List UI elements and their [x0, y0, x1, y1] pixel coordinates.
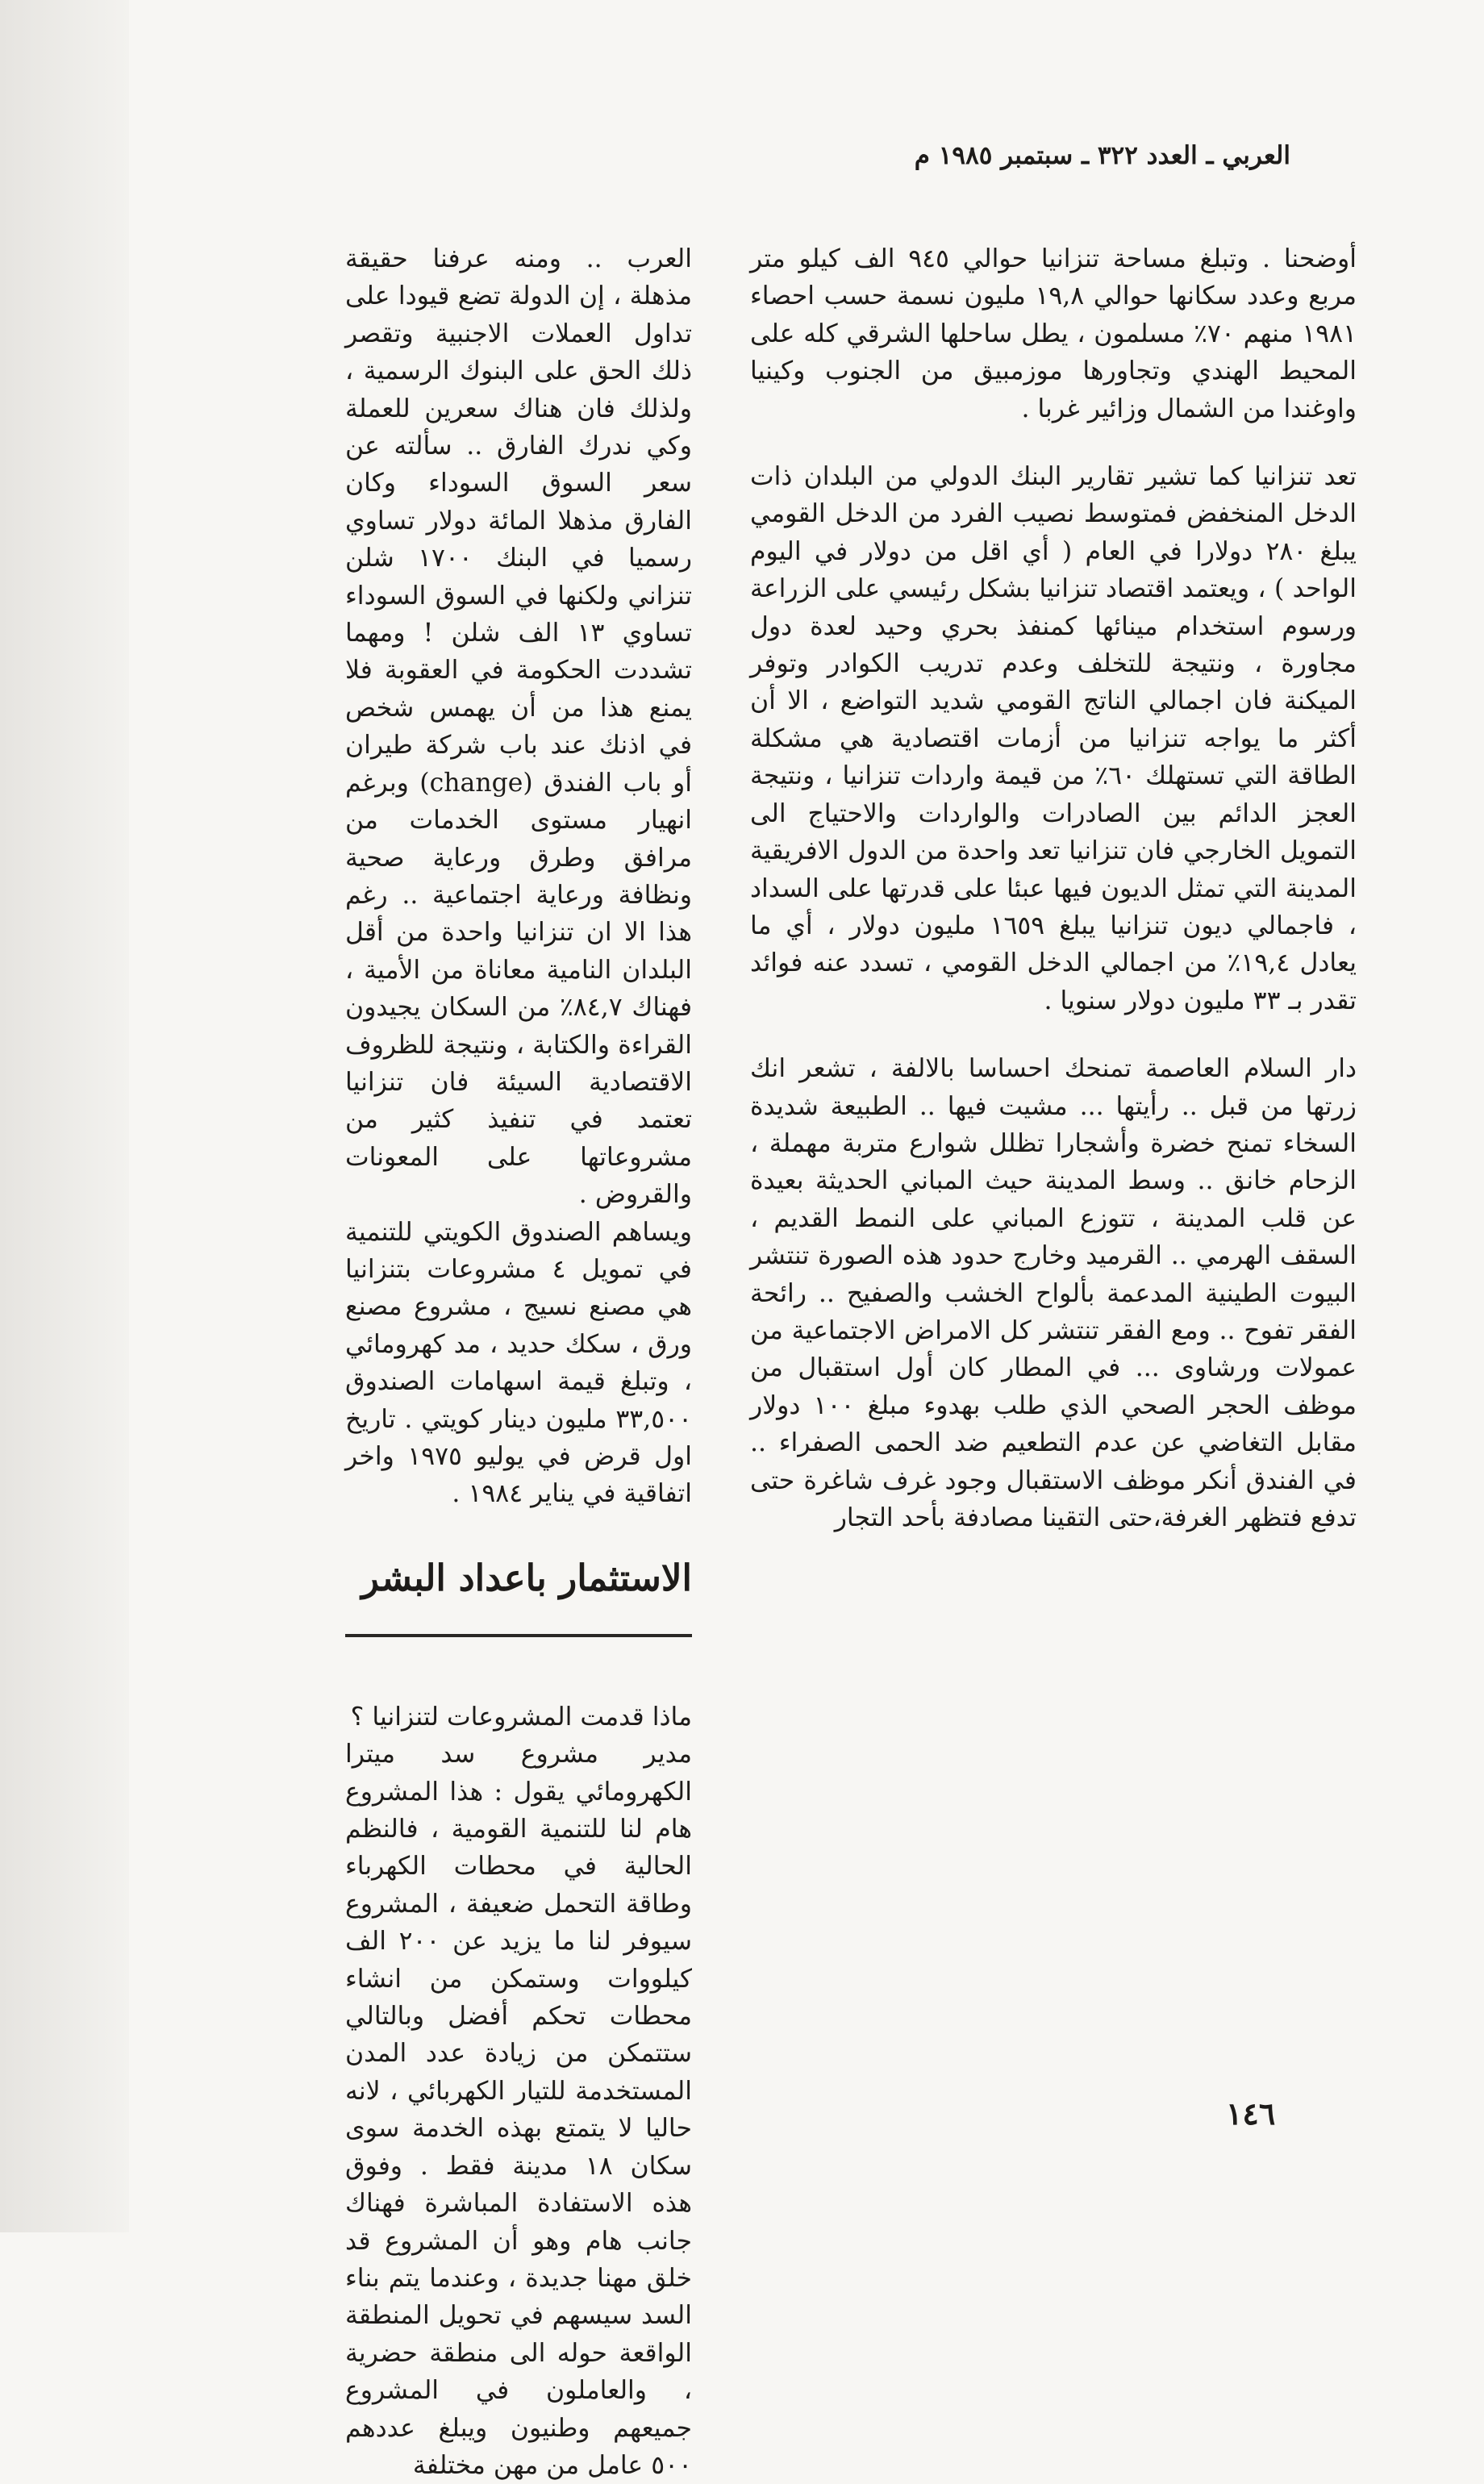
- page-number: ١٤٦: [1226, 2095, 1276, 2132]
- interview-answer: مدير مشروع سد ميترا الكهرومائي يقول : هذا المشروع هام لنا للتنمية القومية ، فالنظم الحالية في محطات الكهرباء وطاقة التحمل ضعيفة ، المشروع سيوفر لنا ما يزيد عن ٢٠٠ الف كيلووات وستمكن من انشاء محطات تحكم أفضل وبالتالي ستتمكن من زيادة عدد المدن المستخدمة للتيار الكهربائي ، لانه حاليا لا يتمتع بهذه الخدمة سوى سكان ١٨ مدينة فقط . وفوق هذه الاستفادة المباشرة فهناك جانب هام وهو أن المشروع قد خلق مهنا جديدة ، وعندما يتم بناء السد سيسهم في تحويل المنطقة الواقعة حوله الى منطقة حضرية ، والعاملون في المشروع جميعهم وطنيون ويبلغ عددهم ٥٠٠ عامل من مهن مختلفة: [345, 1740, 692, 2480]
- left-column: [345, 240, 692, 2484]
- interview-question: ماذا قدمت المشروعات لتنزانيا ؟: [350, 1702, 692, 1732]
- right-column: [750, 240, 1357, 1536]
- section-heading: الاستثمار باعداد البشر: [361, 1556, 692, 1599]
- body-paragraph: ويساهم الصندوق الكويتي للتنمية في تمويل ٤ مشروعات بتنزانيا هي مصنع نسيج ، مشروع مصنع ورق ، سكك حديد ، مد كهرومائي ، وتبلغ قيمة اسهامات الصندوق ٣٣,٥٠٠ مليون دينار كويتي . تاريخ اول قرض في يوليو ١٩٧٥ واخر اتفاقية في يناير ١٩٨٤ .: [345, 1217, 692, 1509]
- body-paragraph: تعد تنزانيا كما تشير تقارير البنك الدولي من البلدان ذات الدخل المنخفض فمتوسط نصيب الفرد من الدخل القومي يبلغ ٢٨٠ دولارا في العام ( أي اقل من دولار في اليوم الواحد ) ، ويعتمد اقتصاد تنزانيا بشكل رئيسي على الزراعة ورسوم استخدام مينائها كمنفذ بحري وحيد لعدة دول مجاورة ، ونتيجة للتخلف وعدم تدريب الكوادر وتوفر الميكنة فان اجمالي الناتج القومي شديد التواضع ، الا أن أكثر ما يواجه تنزانيا من أزمات اقتصادية هي مشكلة الطاقة التي تستهلك ٦٠٪ من قيمة واردات تنزانيا ، ونتيجة العجز الدائم بين الصادرات والواردات والاحتياج الى التمويل الخارجي فان تنزانيا تعد واحدة من الدول الافريقية المدينة التي تمثل الديون فيها عبئا على قدرتها على السداد ، فاجمالي ديون تنزانيا يبلغ ١٦٥٩ مليون دولار ، أي ما يعادل ١٩,٤٪ من اجمالي الدخل القومي ، تسدد عنه فوائد تقدر بـ ٣٣ مليون دولار سنويا .: [750, 462, 1357, 1015]
- body-paragraph: العرب .. ومنه عرفنا حقيقة مذهلة ، إن الدولة تضع قيودا على تداول العملات الاجنبية وتقصر ذلك الحق على البنوك الرسمية ، ولذلك فان هناك سعرين للعملة وكي ندرك الفارق .. سألته عن سعر السوق السوداء وكان الفارق مذهلا المائة دولار تساوي رسميا في البنك ١٧٠٠ شلن تنزاني ولكنها في السوق السوداء تساوي ١٣ الف شلن ! ومهما تشددت الحكومة في العقوبة فلا يمنع هذا من أن يهمس شخص في اذنك عند باب شركة طيران أو باب الفندق (change) وبرغم انهيار مستوى الخدمات من مرافق وطرق ورعاية صحية ونظافة ورعاية اجتماعية .. رغم هذا الا ان تنزانيا واحدة من أقل البلدان النامية معاناة من الأمية ، فهناك ٨٤,٧٪ من السكان يجيدون القراءة والكتابة ، ونتيجة للظروف الاقتصادية السيئة فان تنزانيا تعتمد في تنفيذ كثير من مشروعاتها على المعونات والقروض .: [345, 244, 692, 1210]
- running-header: العربي ـ العدد ٣٢٢ ـ سبتمبر ١٩٨٥ م: [914, 141, 1290, 170]
- body-paragraph: دار السلام العاصمة تمنحك احساسا بالالفة ، تشعر انك زرتها من قبل .. رأيتها ... مشيت فيها .. الطبيعة شديدة السخاء تمنح خضرة وأشجارا تظلل شوارع متربة مهملة ، الزحام خانق .. وسط المدينة حيث المباني الحديثة بعيدة عن قلب المدينة ، تتوزع المباني على النمط القديم ، السقف الهرمي .. القرميد وخارج حدود هذه الصورة تنتشر البيوت الطينية المدعمة بألواح الخشب والصفيح .. رائحة الفقر تفوح .. ومع الفقر تنتشر كل الامراض الاجتماعية من عمولات ورشاوى ... في المطار كان أول استقبال من موظف الحجر الصحي الذي طلب بهدوء مبلغ ١٠٠ دولار مقابل التغاضي عن عدم التطعيم ضد الحمى الصفراء .. في الفندق أنكر موظف الاستقبال وجود غرف شاغرة حتى تدفع فتظهر الغرفة،حتى التقينا مصادفة بأحد التجار: [750, 1054, 1357, 1532]
- page-spine-shadow: [0, 0, 129, 2232]
- section-divider: [345, 1634, 692, 1637]
- body-paragraph: أوضحنا . وتبلغ مساحة تنزانيا حوالي ٩٤٥ الف كيلو متر مربع وعدد سكانها حوالي ١٩,٨ مليون نسمة حسب احصاء ١٩٨١ منهم ٧٠٪ مسلمون ، يطل ساحلها الشرقي كله على المحيط الهندي وتجاورها موزمبيق من الجنوب وكينيا واوغندا من الشمال وزائير غربا .: [750, 244, 1357, 423]
